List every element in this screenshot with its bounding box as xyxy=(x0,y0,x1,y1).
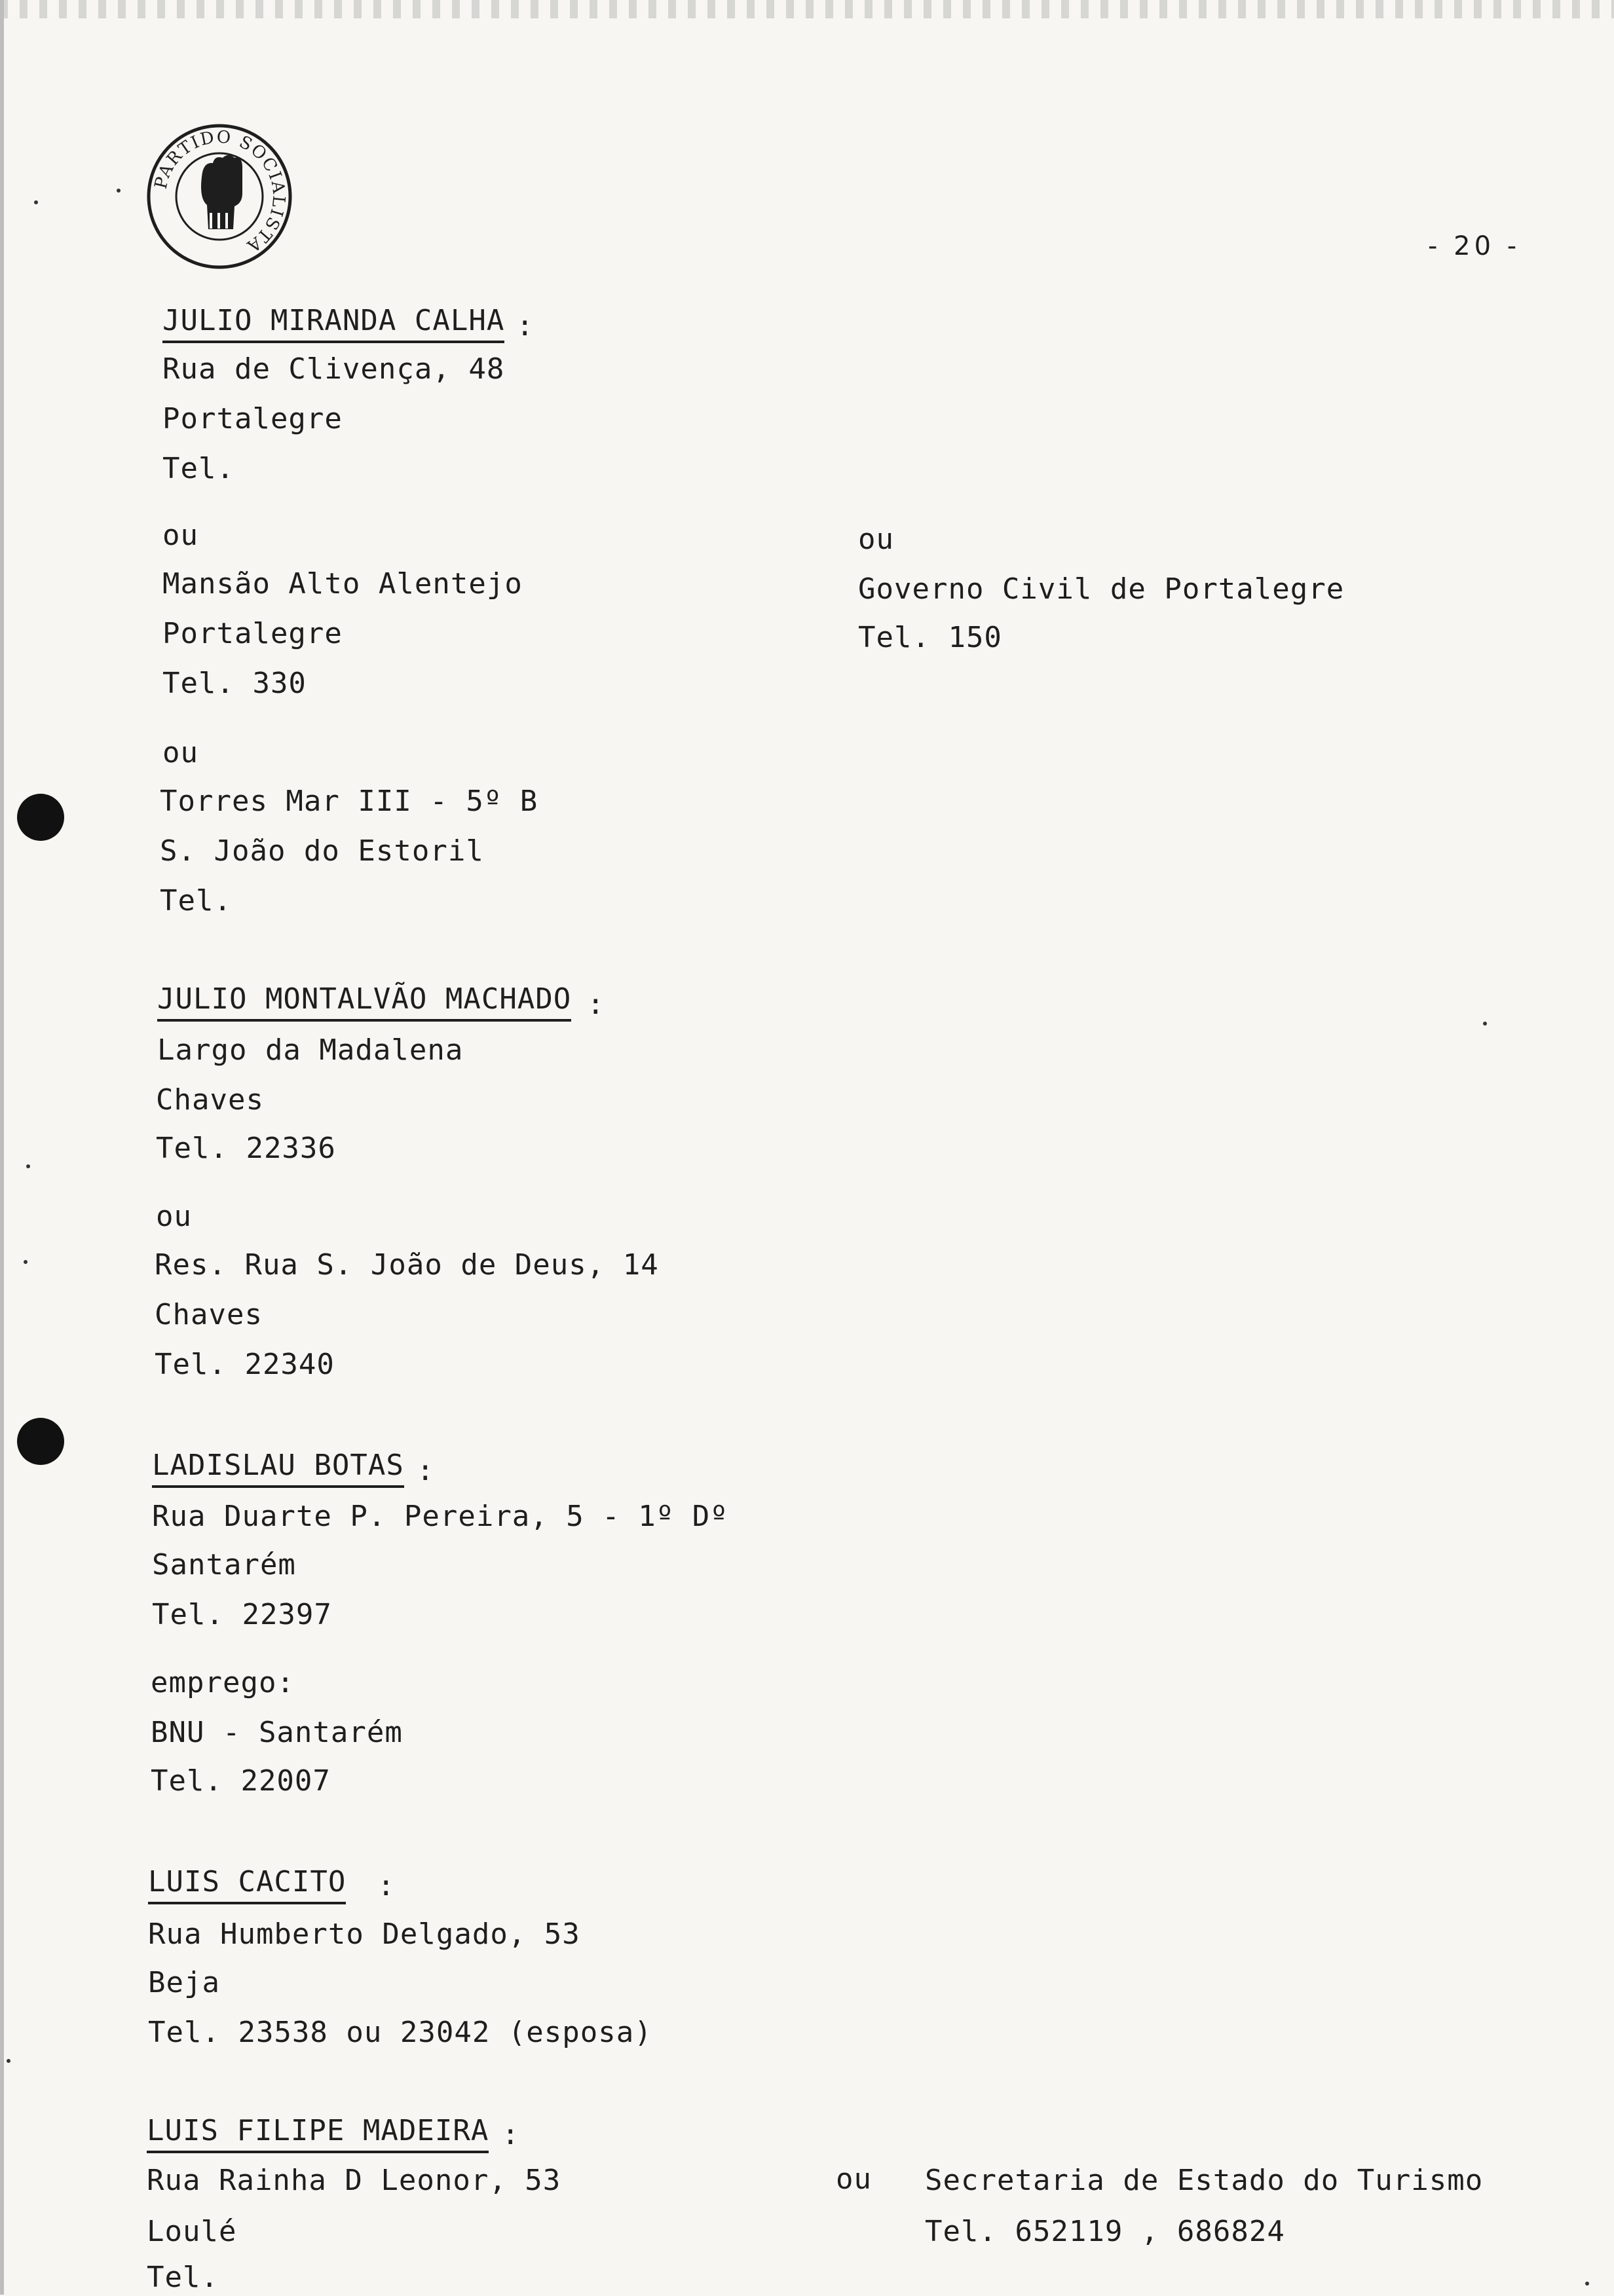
city-line: Portalegre xyxy=(162,617,343,650)
or-label: ou xyxy=(156,1200,192,1233)
punch-hole xyxy=(17,794,64,841)
city-line: Portalegre xyxy=(162,402,343,435)
page-number: - 20 - xyxy=(1428,231,1521,261)
or-label: ou xyxy=(836,2162,872,2196)
city-line: Beja xyxy=(148,1966,220,1999)
scan-speck xyxy=(7,2059,10,2063)
or-label: ou xyxy=(162,736,198,769)
contact-name: LUIS FILIPE MADEIRA xyxy=(147,2113,489,2153)
name-mark: : xyxy=(587,988,605,1021)
punch-hole xyxy=(17,1418,64,1465)
logo-text: PARTIDO SOCIALISTA xyxy=(151,127,289,257)
address-line: BNU - Santarém xyxy=(151,1716,403,1749)
scan-speck xyxy=(117,189,121,193)
city-line: Chaves xyxy=(156,1083,264,1117)
name-mark: : xyxy=(502,2118,519,2151)
address-line: Rua Duarte P. Pereira, 5 - 1º Dº xyxy=(152,1500,728,1533)
employment-label: emprego: xyxy=(151,1666,295,1699)
city-line: S. João do Estoril xyxy=(160,834,484,868)
phone-line: Tel. 150 xyxy=(858,621,1002,654)
scan-speck xyxy=(24,1260,28,1264)
contact-name: JULIO MIRANDA CALHA xyxy=(162,303,504,343)
phone-line: Tel. 330 xyxy=(162,667,307,700)
name-mark: : xyxy=(377,1869,395,1902)
address-line: Rua Rainha D Leonor, 53 xyxy=(147,2164,561,2197)
or-label: ou xyxy=(162,519,198,552)
contact-name: LUIS CACITO xyxy=(148,1864,346,1904)
phone-line: Tel. xyxy=(160,884,232,917)
address-line: Rua de Clivença, 48 xyxy=(162,352,505,386)
phone-line: Tel. 22397 xyxy=(152,1598,332,1631)
phone-line: Tel. xyxy=(162,452,235,485)
address-line: Mansão Alto Alentejo xyxy=(162,567,523,601)
party-logo xyxy=(144,121,295,272)
scan-left-edge xyxy=(0,0,4,2295)
scan-top-edge xyxy=(0,0,1614,18)
scan-speck xyxy=(34,200,38,204)
phone-line: Tel. xyxy=(147,2261,219,2294)
or-label: ou xyxy=(858,523,894,556)
address-line: Secretaria de Estado do Turismo xyxy=(925,2164,1484,2197)
scan-speck xyxy=(1585,2282,1589,2286)
contact-name: LADISLAU BOTAS xyxy=(152,1447,404,1488)
city-line: Santarém xyxy=(152,1548,296,1582)
address-line: Governo Civil de Portalegre xyxy=(858,572,1345,606)
contact-name: JULIO MONTALVÃO MACHADO xyxy=(157,981,571,1022)
phone-line: Tel. 22007 xyxy=(151,1764,331,1798)
fist-icon xyxy=(201,155,242,229)
city-line: Chaves xyxy=(155,1298,263,1331)
phone-line: Tel. 23538 ou 23042 (esposa) xyxy=(148,2016,652,2049)
phone-line: Tel. 652119 , 686824 xyxy=(925,2215,1285,2248)
address-line: Torres Mar III - 5º B xyxy=(160,785,538,818)
scan-speck xyxy=(26,1164,30,1168)
address-line: Rua Humberto Delgado, 53 xyxy=(148,1917,580,1951)
city-line: Loulé xyxy=(147,2215,237,2248)
address-line: Res. Rua S. João de Deus, 14 xyxy=(155,1248,659,1282)
name-mark: : xyxy=(417,1454,434,1487)
name-mark: : xyxy=(516,309,534,343)
phone-line: Tel. 22336 xyxy=(156,1132,336,1165)
scan-speck xyxy=(1483,1022,1487,1026)
address-line: Largo da Madalena xyxy=(157,1033,464,1067)
phone-line: Tel. 22340 xyxy=(155,1348,335,1381)
